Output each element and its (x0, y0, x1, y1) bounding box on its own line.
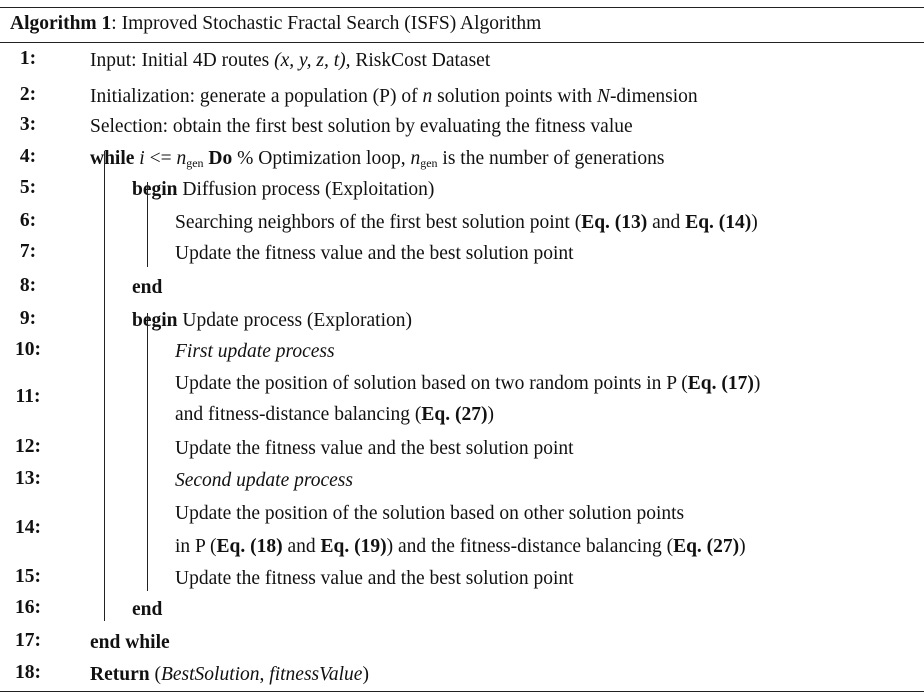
var-n: n (422, 86, 433, 107)
algorithm-line-7 (175, 241, 574, 267)
algorithm-line-16 (132, 597, 162, 623)
algorithm-line-14a (175, 501, 684, 527)
text: Update process (Exploration) (177, 310, 412, 331)
var-i: i (139, 148, 145, 169)
text: Input: Initial 4D routes (90, 50, 275, 71)
while-block-bar (104, 151, 105, 621)
equation-ref: Eq. (13) (581, 212, 648, 233)
text: , (259, 664, 270, 685)
algorithm-line-8 (132, 275, 162, 301)
text: Update the fitness value and the best solution point (175, 243, 574, 264)
algorithm-line-17 (90, 630, 170, 656)
algorithm-line-14b (175, 534, 746, 560)
var-N: N (596, 86, 610, 107)
top-rule (0, 7, 924, 8)
route-dimensions: (x, y, z, t), (274, 50, 351, 71)
line-number: 14: (15, 517, 41, 538)
line-number: 18: (15, 662, 41, 683)
bottom-rule (0, 691, 924, 692)
var-n: n (410, 148, 421, 169)
algorithm-line-15 (175, 566, 574, 592)
keyword-do: Do (203, 148, 233, 169)
text: Update the position of solution based on two random points in P ( (175, 373, 688, 394)
text: solution points with (432, 86, 597, 107)
text: and fitness-distance balancing ( (175, 404, 422, 425)
equation-ref: Eq. (27) (421, 404, 488, 425)
line-number: 10: (15, 339, 41, 360)
text: Update the fitness value and the best solution point (175, 568, 574, 589)
equation-ref: Eq. (27) (673, 536, 740, 557)
text: Update the position of the solution based on other solution points (175, 503, 685, 524)
algorithm-line-10 (175, 339, 335, 365)
text: ) and the fitness-distance balancing ( (386, 536, 674, 557)
algorithm-line-1 (90, 48, 490, 74)
text: and (647, 212, 686, 233)
algorithm-title-text: : Improved Stochastic Fractal Search (ISFS) Algorithm (111, 13, 542, 34)
subscript: gen (420, 156, 438, 170)
text: Selection: obtain the first best solution by evaluating the fitness value (90, 116, 633, 137)
update-block-bar (147, 313, 148, 591)
line-number: 1: (19, 48, 37, 69)
keyword-end: end (132, 599, 163, 620)
header-rule (0, 42, 924, 43)
comment: % Optimization loop, (232, 148, 411, 169)
algorithm-line-12 (175, 436, 574, 462)
text: Searching neighbors of the first best solution point ( (175, 212, 582, 233)
text: ) (487, 404, 494, 425)
line-number: 12: (15, 436, 41, 457)
comment: is the number of generations (437, 148, 665, 169)
algorithm-line-5 (132, 177, 434, 203)
text: in P ( (175, 536, 217, 557)
line-number: 8: (19, 275, 37, 296)
algorithm-line-9 (132, 308, 412, 334)
keyword-begin: begin (132, 179, 178, 200)
line-number: 16: (15, 597, 41, 618)
line-number: 5: (19, 177, 37, 198)
subscript: gen (186, 156, 204, 170)
text: Diffusion process (Exploitation) (177, 179, 435, 200)
algorithm-line-2 (90, 84, 698, 110)
algorithm-title (10, 13, 541, 35)
line-number: 7: (19, 241, 37, 262)
keyword-while: while (90, 148, 135, 169)
algorithm-line-18 (90, 662, 369, 688)
text: First update process (175, 341, 335, 362)
text: Initialization: generate a population (P) of (90, 86, 423, 107)
return-value: fitnessValue (269, 664, 363, 685)
algorithm-line-11a (175, 371, 760, 397)
algorithm-line-4 (90, 146, 664, 172)
algorithm-label: Algorithm 1 (10, 13, 112, 34)
line-number: 15: (15, 566, 41, 587)
text: -dimension (609, 86, 698, 107)
line-number: 2: (19, 84, 37, 105)
text: Update the fitness value and the best solution point (175, 438, 574, 459)
text: ) (739, 536, 746, 557)
line-number: 3: (19, 114, 37, 135)
text: RiskCost Dataset (350, 50, 491, 71)
algorithm-line-6 (175, 210, 758, 236)
algorithm-line-3 (90, 114, 633, 140)
keyword-end-while: end while (90, 632, 170, 653)
return-value: BestSolution (160, 664, 260, 685)
line-number: 17: (15, 630, 41, 651)
text: Second update process (175, 470, 353, 491)
equation-ref: Eq. (17) (687, 373, 754, 394)
text: ) (753, 373, 761, 394)
equation-ref: Eq. (18) (216, 536, 283, 557)
equation-ref: Eq. (14) (685, 212, 752, 233)
line-number: 6: (19, 210, 37, 231)
operator: <= (144, 148, 177, 169)
text: ) (362, 664, 369, 685)
line-number: 11: (15, 386, 41, 407)
algorithm-line-13 (175, 468, 353, 494)
text: ) (751, 212, 758, 233)
line-number: 4: (19, 146, 37, 167)
text: ( (149, 664, 161, 685)
equation-ref: Eq. (19) (320, 536, 387, 557)
keyword-end: end (132, 277, 163, 298)
text: and (282, 536, 321, 557)
var-n: n (176, 148, 187, 169)
line-number: 13: (15, 468, 41, 489)
line-number: 9: (19, 308, 37, 329)
algorithm-line-11b (175, 402, 494, 428)
keyword-return: Return (90, 664, 150, 685)
keyword-begin: begin (132, 310, 178, 331)
diffusion-block-bar (147, 182, 148, 267)
